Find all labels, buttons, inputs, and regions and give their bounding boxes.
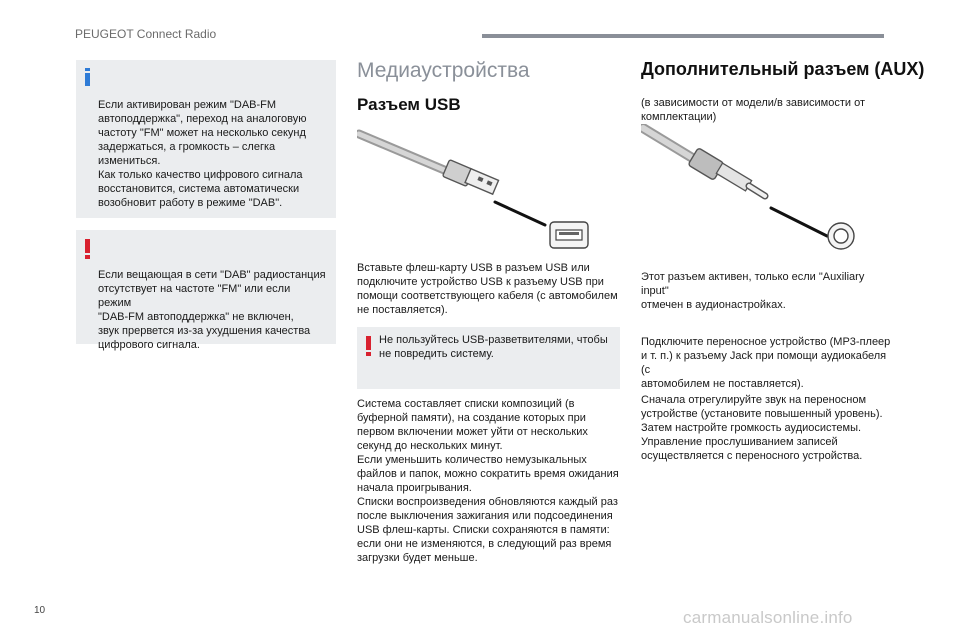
usb-illustration <box>357 124 597 254</box>
warning-icon <box>366 336 371 356</box>
page-number: 10 <box>34 605 46 616</box>
dab-info-note <box>76 60 336 218</box>
usb-warning-note <box>357 327 620 389</box>
aux-adjust-text: Сначала отрегулируйте звук на переносном устройстве (установите повышенный уровень). Затем настройте громкость аудиосистемы. Управление прослушиванием записей осуществляется с переносного устройства. <box>641 394 883 462</box>
usb-flash-drive-icon <box>359 134 545 225</box>
info-icon <box>85 68 90 86</box>
aux-active-text: Этот разъем активен, только если "Auxiliary input" отмечен в аудионастройках. <box>641 271 865 311</box>
usb-heading: Разъем USB <box>357 95 461 114</box>
jack-socket-icon <box>828 223 854 249</box>
aux-illustration <box>641 124 881 252</box>
warning-icon <box>85 239 90 259</box>
aux-connect-text: Подключите переносное устройство (MP3-плеер и т. п.) к разъему Jack при помощи аудиокабеля (с автомобилем не поставляется). <box>641 336 891 390</box>
jack-plug-icon <box>643 128 827 236</box>
usb-warning-text: Не пользуйтесь USB-разветвителями, чтобы не повредить систему. <box>379 334 608 360</box>
usb-port-icon <box>550 222 588 248</box>
page-header-title: PEUGEOT Connect Radio <box>75 27 217 41</box>
aux-subtitle: (в зависимости от модели/в зависимости от комплектации) <box>641 97 866 123</box>
dab-warning-text: Если вещающая в сети "DAB" радиостанция отсутствует на частоте "FM" или если режим "DAB-FM автоподдержка" не включен, звук прервется из-за ухудшения качества цифрового сигнала. <box>98 269 326 351</box>
watermark: carmanualsonline.info <box>683 608 853 627</box>
dab-info-text: Если активирован режим "DAB-FM автоподдержка", переход на аналоговую частоту "FM" может на несколько секунд задержаться, а громкость – слегка измениться. Как только качество цифрового сигнала восстановится, система автоматически возобновит работу в режиме "DAB". <box>98 99 307 209</box>
usb-playlist-text: Система составляет списки композиций (в буферной памяти), на создание которых при первом включении может уйти от нескольких секунд до нескольких минут. Если уменьшить количество немузыкальных файлов и папок, можно сократить время ожидания начала проигрывания. Списки воспроизведения обновляются каждый раз после выключения зажигания или подсоединения USB флеш-карты. Списки сохраняются в памяти: если они не изменяются, в следующий раз время загрузки будет меньше. <box>357 398 619 564</box>
media-section-title: Медиаустройства <box>357 59 530 82</box>
aux-heading: Дополнительный разъем (AUX) <box>641 59 925 79</box>
dab-warning-note <box>76 230 336 351</box>
header-rule <box>482 34 884 38</box>
usb-insert-text: Вставьте флеш-карту USB в разъем USB или подключите устройство USB к разъему USB при помощи соответствующего кабеля (с автомобилем не поставляется). <box>357 262 618 316</box>
